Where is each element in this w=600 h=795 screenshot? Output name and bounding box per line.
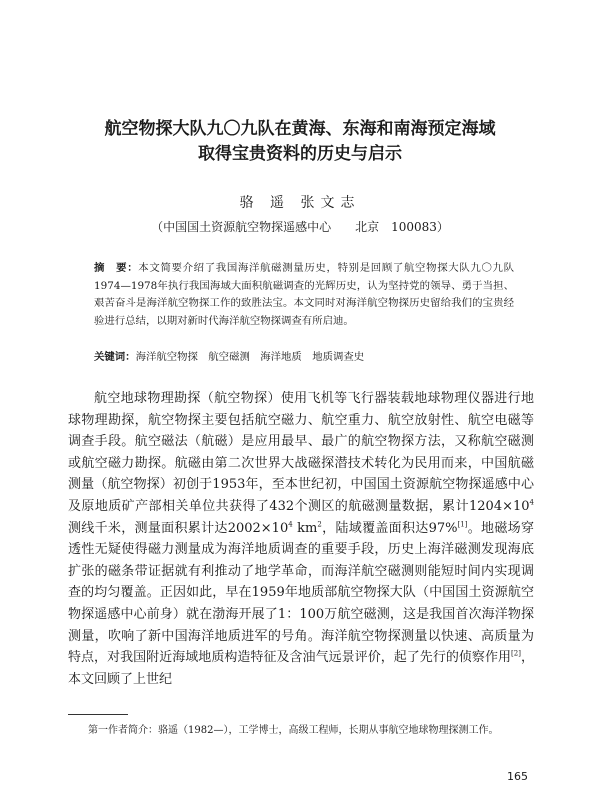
body-part-2: 测线千米，测量面积累计达2002×10 [68, 520, 289, 536]
body-part-1: 航空地球物理勘探（航空物探）使用飞机等飞行器装载地球物理仪器进行地球物理勘探，航空物探主要包括航空磁力、航空重力、航空放射性、航空电磁等调查手段。航空磁法（航磁）是应用最早、最广的航空物探方法，又称航空磁测或航空磁力勘探。航磁由第二次世界大战磁探潜技术转化为民用而来，中国航磁测量（航空物探）初创于1953年，至本世纪初，中国国土资源航空物探遥感中心及原地质矿产部相关单位共获得了432个测区的航磁测量数据，累计1204×10 [68, 391, 534, 514]
body-paragraph [68, 388, 534, 690]
affiliation: （中国国土资源航空物探遥感中心 北京 100083） [151, 220, 449, 234]
body-sup-3: 2 [317, 520, 322, 529]
body-part-3: km [292, 520, 318, 536]
body-part-5: 。地磁场穿透性无疑使得磁力测量成为海洋地质调查的重要手段，历史上海洋磁测发现海底扩张的磁条带证据就有利推动了地学革命，而海洋航空磁测则能短时间内实现调查的均匀覆盖。正因如此，早在1959年地质部航空物探大队（中国国土资源航空物探遥感中心前身）就在渤海开展了1：100万航空磁测，这是我国首次海洋物探测量，吹响了新中国海洋地质进军的号角。海洋航空物探测量以快速、高质量为特点，对我国附近海域地质构造特征及含油气远景评价，起了先行的侦察作用 [68, 520, 534, 666]
citation-1: [1] [457, 520, 468, 529]
keywords [94, 349, 514, 366]
page-number: 165 [507, 770, 528, 783]
abstract [94, 260, 514, 330]
body-sup-2: 4 [288, 520, 293, 529]
footnote-divider [68, 714, 128, 715]
keywords-text: 海洋航空物探 航空磁测 海洋地质 地质调查史 [135, 351, 365, 363]
footnote: 第一作者简介：骆遥（1982—），工学博士，高级工程师，长期从事航空地球物理探测工作。 [88, 725, 499, 736]
keywords-label: 关键词： [94, 351, 136, 363]
citation-2: [2] [511, 649, 521, 658]
title-line-2: 取得宝贵资料的历史与启示 [198, 144, 402, 164]
abstract-text: 本文简要介绍了我国海洋航磁测量历史，特别是回顾了航空物探大队九〇九队1974—1978年执行我国海域大面积航磁调查的光辉历史，认为坚持党的领导、勇于当担、艰苦奋斗是海洋航空物探工作的致胜法宝。本文同时对海洋航空物探历史留给我们的宝贵经验进行总结，以期对新时代海洋航空物探调查有所启迪。 [94, 262, 515, 327]
body-sup-1: 4 [529, 498, 534, 507]
body-part-4: ，陆域覆盖面积达97% [321, 520, 458, 536]
title-line-1: 航空物探大队九〇九队在黄海、东海和南海预定海域 [104, 119, 496, 139]
abstract-label: 摘 要： [94, 262, 139, 274]
authors: 骆 遥 张文志 [239, 195, 361, 211]
body-part-6: ，本文回顾了上世纪 [68, 650, 534, 687]
